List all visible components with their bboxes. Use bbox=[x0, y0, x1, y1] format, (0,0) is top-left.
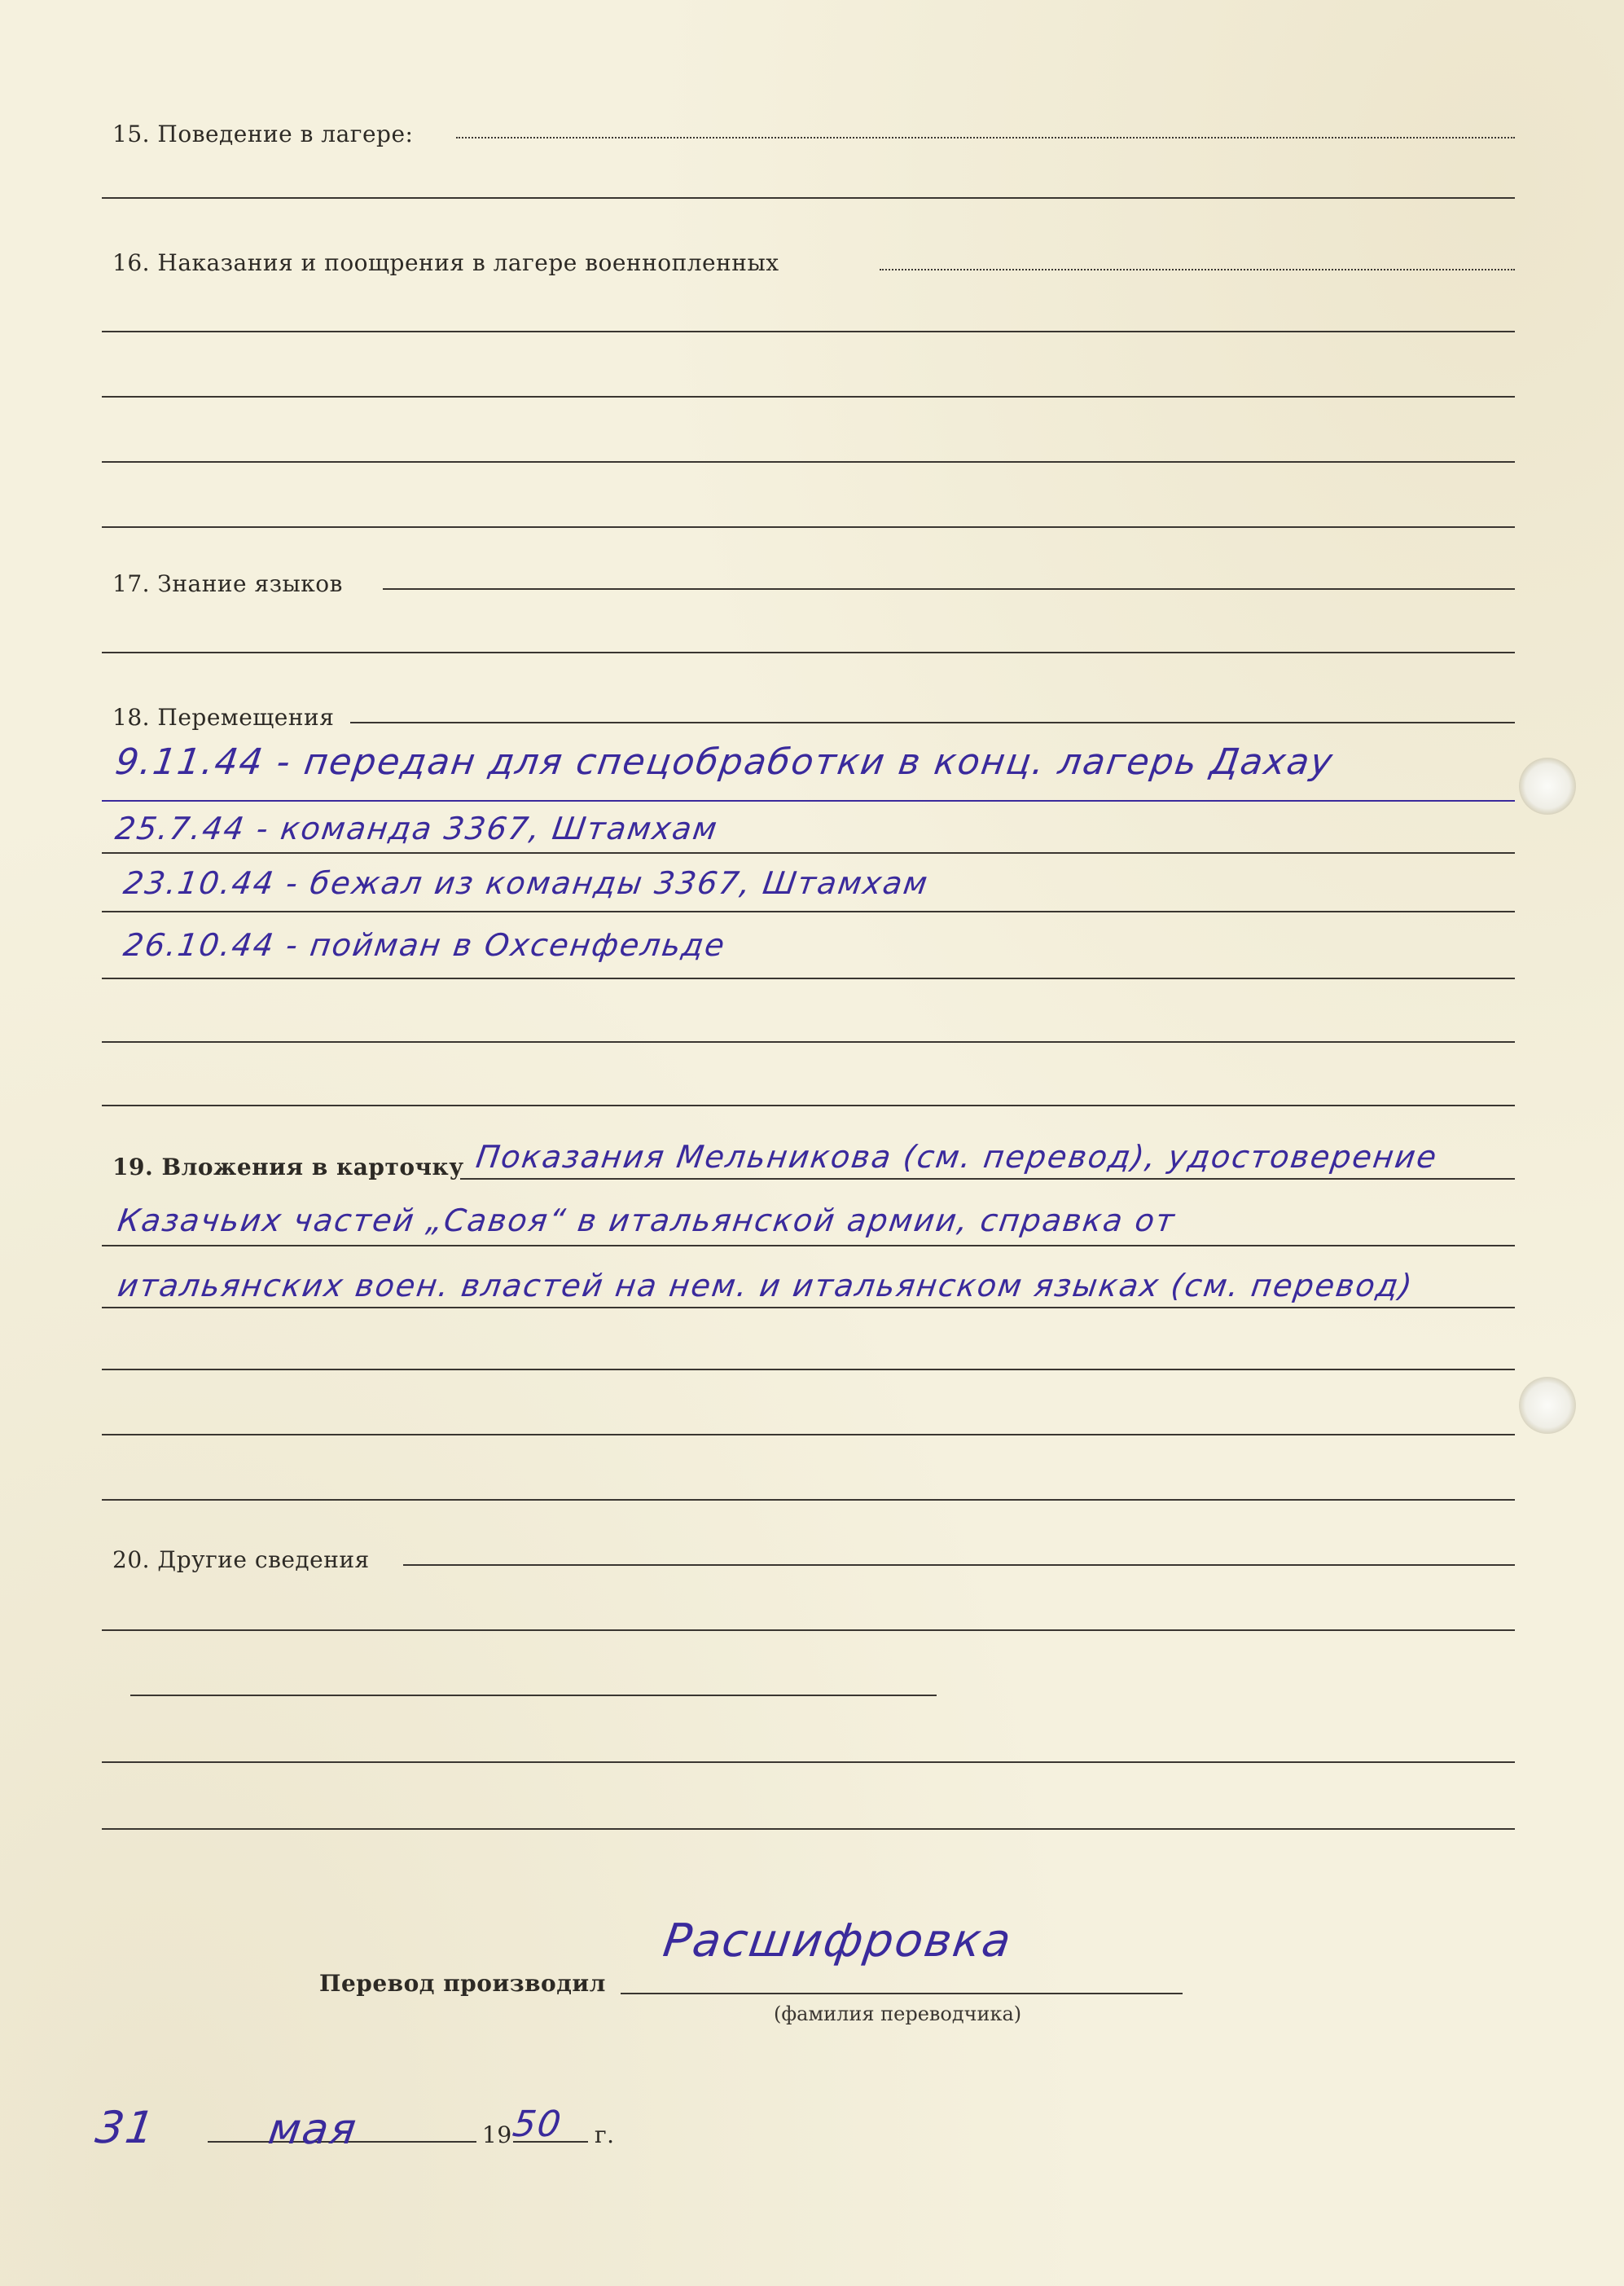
item-20-line bbox=[403, 1564, 1515, 1566]
movement-1: 9.11.44 - передан для спецобработки в конц. лагерь Дахау bbox=[112, 741, 1337, 783]
item-15-line-2 bbox=[102, 197, 1515, 199]
movement-line-2 bbox=[102, 852, 1515, 854]
item-20-line-3 bbox=[130, 1695, 937, 1696]
date-year-prefix: 19 bbox=[482, 2121, 512, 2148]
punch-hole-top bbox=[1519, 758, 1576, 815]
date-day: 31 bbox=[92, 2102, 160, 2153]
translator-line bbox=[621, 1993, 1183, 1994]
movement-2: 25.7.44 - команда 3367, Штамхам bbox=[112, 811, 721, 846]
date-month: мая bbox=[265, 2105, 361, 2154]
item-16-label: 16. Наказания и поощрения в лагере военнопленных bbox=[112, 249, 779, 276]
item-16-line-2 bbox=[102, 331, 1515, 332]
item-20-line-5 bbox=[102, 1828, 1515, 1830]
attachment-line-2 bbox=[102, 1245, 1515, 1246]
movement-1-underline bbox=[102, 800, 1515, 802]
attachment-2: Казачьих частей „Савоя“ в итальянской армии, справка от bbox=[115, 1202, 1178, 1238]
item-16-line bbox=[880, 269, 1515, 270]
attachment-line-4 bbox=[102, 1369, 1515, 1370]
item-17-line-2 bbox=[102, 652, 1515, 653]
item-17-line bbox=[383, 588, 1515, 590]
movement-line-4 bbox=[102, 978, 1515, 979]
movement-line-6 bbox=[102, 1105, 1515, 1106]
item-19-line bbox=[460, 1178, 1515, 1180]
item-20-label: 20. Другие сведения bbox=[112, 1546, 370, 1573]
item-18-label: 18. Перемещения bbox=[112, 704, 335, 731]
attachment-line-5 bbox=[102, 1434, 1515, 1435]
item-16-line-3 bbox=[102, 396, 1515, 398]
item-20-line-4 bbox=[102, 1761, 1515, 1763]
punch-hole-bottom bbox=[1519, 1377, 1576, 1434]
attachment-line-6 bbox=[102, 1499, 1515, 1501]
date-year: 50 bbox=[510, 2104, 565, 2145]
attachment-line-3 bbox=[102, 1307, 1515, 1308]
date-year-line bbox=[513, 2141, 588, 2143]
item-20-line-2 bbox=[102, 1629, 1515, 1631]
item-18-line bbox=[350, 722, 1515, 723]
item-16-line-4 bbox=[102, 461, 1515, 463]
movement-3: 23.10.44 - бежал из команды 3367, Штамхам bbox=[121, 865, 932, 901]
item-19-label: 19. Вложения в карточку bbox=[112, 1154, 464, 1180]
item-15-label: 15. Поведение в лагере: bbox=[112, 121, 414, 147]
movement-4: 26.10.44 - пойман в Охсенфельде bbox=[121, 927, 729, 963]
attachment-1: Показания Мельникова (см. перевод), удостоверение bbox=[473, 1139, 1441, 1175]
attachment-3: итальянских воен. властей на нем. и итальянском языках (см. перевод) bbox=[115, 1268, 1416, 1303]
translator-signature: Расшифровка bbox=[660, 1915, 1016, 1967]
translator-label: Перевод производил bbox=[319, 1970, 606, 1997]
item-15-line bbox=[456, 137, 1515, 138]
item-17-label: 17. Знание языков bbox=[112, 570, 343, 597]
date-year-suffix: г. bbox=[595, 2121, 615, 2148]
translator-caption: (фамилия переводчика) bbox=[774, 2002, 1022, 2025]
item-16-line-5 bbox=[102, 526, 1515, 528]
movement-line-5 bbox=[102, 1041, 1515, 1043]
movement-line-3 bbox=[102, 911, 1515, 912]
